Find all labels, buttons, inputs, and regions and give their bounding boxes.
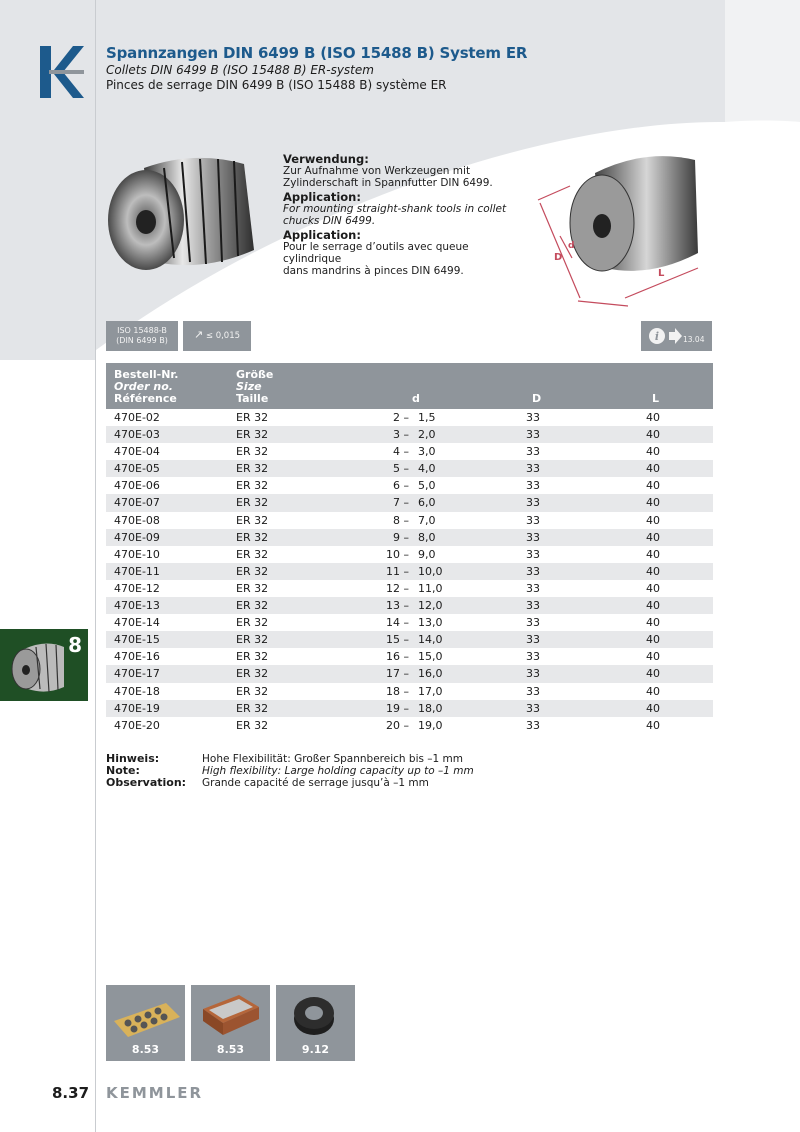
table-row: 470E-20 ER 32 20 – 19,0 33 40	[114, 718, 660, 732]
col1-en: Order no.	[114, 380, 173, 393]
order-no-cell: 470E-14	[114, 616, 160, 630]
length-cell: 40	[646, 513, 660, 527]
order-no-cell: 470E-11	[114, 564, 160, 578]
d-from-cell: 2 –	[393, 411, 409, 424]
col-header-d: d	[412, 392, 420, 405]
col-header-size	[236, 369, 273, 405]
note-text-en: High flexibility: Large holding capacity up to –1 mm	[202, 765, 474, 777]
length-cell: 40	[646, 479, 660, 493]
length-cell: 40	[646, 462, 660, 476]
table-row: 470E-18 ER 32 18 – 17,0 33 40	[114, 684, 660, 698]
order-no-cell: 470E-08	[114, 513, 160, 527]
page-subtitle-en: Collets DIN 6499 B (ISO 15488 B) ER-system	[106, 63, 374, 77]
length-cell: 40	[646, 667, 660, 681]
size-cell: ER 32	[236, 428, 269, 442]
order-no-cell: 470E-20	[114, 718, 160, 732]
length-cell: 40	[646, 701, 660, 715]
related-collet-set-tray[interactable]	[106, 985, 185, 1061]
d-from-cell: 12 –	[386, 581, 409, 595]
order-no-cell: 470E-04	[114, 445, 160, 459]
d-from-cell: 16 –	[386, 650, 409, 664]
brand-name: KEMMLER	[106, 1084, 204, 1102]
size-cell: ER 32	[236, 564, 269, 578]
table-row: 470E-06 ER 32 6 – 5,0 33 40	[114, 479, 660, 493]
d-from-cell: 10 –	[386, 547, 409, 561]
usage-text-en-2: chucks DIN 6499.	[283, 215, 376, 227]
usage-text-fr-2: dans mandrins à pinces DIN 6499.	[283, 265, 464, 277]
d-from-cell: 15 –	[386, 633, 409, 647]
outer-d-cell: 33	[526, 411, 540, 424]
length-cell: 40	[646, 616, 660, 630]
length-cell: 40	[646, 650, 660, 664]
order-no-cell: 470E-13	[114, 599, 160, 613]
usage-description	[283, 151, 523, 277]
outer-d-cell: 33	[526, 581, 540, 595]
collet-box-icon	[191, 985, 270, 1045]
d-from-cell: 7 –	[393, 496, 409, 510]
table-row: 470E-07 ER 32 7 – 6,0 33 40	[106, 494, 713, 511]
size-cell: ER 32	[236, 411, 269, 424]
length-cell: 40	[646, 633, 660, 647]
margin-line	[95, 0, 96, 1132]
table-row: 470E-03 ER 32 3 – 2,0 33 40	[106, 426, 713, 443]
order-no-cell: 470E-09	[114, 530, 160, 544]
tolerance-value: ≤ 0,015	[205, 331, 241, 341]
note-label-en: Note:	[106, 764, 140, 777]
table-row: 470E-11 ER 32 11 – 10,0 33 40	[106, 563, 713, 580]
dim-label-d: d	[568, 241, 575, 251]
size-cell: ER 32	[236, 581, 269, 595]
d-from-cell: 5 –	[393, 462, 409, 476]
size-cell: ER 32	[236, 530, 269, 544]
size-cell: ER 32	[236, 479, 269, 493]
order-no-cell: 470E-18	[114, 684, 160, 698]
table-row: 470E-19 ER 32 19 – 18,0 33 40	[106, 700, 713, 717]
outer-d-cell: 33	[526, 564, 540, 578]
iso-badge-line-2: (DIN 6499 B)	[116, 336, 168, 345]
order-no-cell: 470E-05	[114, 462, 160, 476]
length-cell: 40	[646, 599, 660, 613]
order-no-cell: 470E-06	[114, 479, 160, 493]
outer-d-cell: 33	[526, 496, 540, 510]
d-from-cell: 8 –	[393, 513, 409, 527]
chapter-number: 8	[68, 633, 82, 657]
note-label-de: Hinweis:	[106, 752, 160, 765]
d-from-cell: 3 –	[393, 428, 409, 442]
size-cell: ER 32	[236, 633, 269, 647]
order-no-cell: 470E-07	[114, 496, 160, 510]
related-clamping-nut[interactable]	[276, 985, 355, 1061]
left-margin	[0, 0, 95, 1132]
outer-d-cell: 33	[526, 684, 540, 698]
svg-text:i: i	[654, 330, 660, 343]
length-cell: 40	[646, 581, 660, 595]
size-cell: ER 32	[236, 684, 269, 698]
info-reference-badge[interactable]	[641, 321, 712, 351]
outer-d-cell: 33	[526, 599, 540, 613]
col2-de: Größe	[236, 368, 274, 381]
d-from-cell: 20 –	[386, 718, 409, 732]
d-from-cell: 9 –	[393, 530, 409, 544]
related-collet-box[interactable]	[191, 985, 270, 1061]
order-no-cell: 470E-02	[114, 411, 160, 424]
usage-heading-de: Verwendung:	[283, 152, 369, 166]
size-cell: ER 32	[236, 701, 269, 715]
d-from-cell: 11 –	[386, 564, 409, 578]
d-from-cell: 4 –	[393, 445, 409, 459]
table-row: 470E-14 ER 32 14 – 13,0 33 40	[114, 616, 660, 630]
dim-label-D: D	[554, 252, 563, 263]
table-row: 470E-08 ER 32 8 – 7,0 33 40	[114, 513, 660, 527]
page-subtitle-fr: Pinces de serrage DIN 6499 B (ISO 15488 B) système ER	[106, 78, 447, 92]
collet-photo	[104, 150, 264, 280]
table-row: 470E-16 ER 32 16 – 15,0 33 40	[114, 650, 660, 664]
clamping-nut-icon	[276, 985, 355, 1045]
note-text-de: Hohe Flexibilität: Großer Spannbereich bis –1 mm	[202, 753, 464, 765]
page-number: 8.37	[52, 1084, 90, 1102]
order-no-cell: 470E-16	[114, 650, 160, 664]
col1-de: Bestell-Nr.	[114, 368, 179, 381]
size-cell: ER 32	[236, 616, 269, 630]
size-cell: ER 32	[236, 718, 269, 732]
table-header	[106, 363, 713, 409]
iso-badge-line-1: ISO 15488-B	[117, 326, 167, 335]
length-cell: 40	[646, 530, 660, 544]
usage-heading-en: Application:	[283, 190, 361, 204]
length-cell: 40	[646, 496, 660, 510]
outer-d-cell: 33	[526, 547, 540, 561]
length-cell: 40	[646, 547, 660, 561]
outer-d-cell: 33	[526, 479, 540, 493]
d-from-cell: 18 –	[386, 684, 409, 698]
d-from-cell: 14 –	[386, 616, 409, 630]
table-row: 470E-10 ER 32 10 – 9,0 33 40	[114, 547, 660, 561]
size-cell: ER 32	[236, 599, 269, 613]
d-from-cell: 6 –	[393, 479, 409, 493]
table-row: 470E-13 ER 32 13 – 12,0 33 40	[106, 597, 713, 614]
note-text-fr: Grande capacité de serrage jusqu’à –1 mm	[202, 777, 429, 789]
size-cell: ER 32	[236, 445, 269, 459]
outer-d-cell: 33	[526, 616, 540, 630]
info-page-ref: 13.04	[683, 335, 705, 344]
title-block	[106, 44, 527, 92]
outer-d-cell: 33	[526, 633, 540, 647]
d-from-cell: 13 –	[386, 599, 409, 613]
col1-fr: Référence	[114, 392, 177, 405]
d-from-cell: 17 –	[386, 667, 409, 681]
collet-thumbnail-icon	[6, 637, 70, 697]
table-row: 470E-09 ER 32 9 – 8,0 33 40	[106, 529, 713, 546]
outer-d-cell: 33	[526, 428, 540, 442]
iso-standard-badge	[106, 321, 178, 351]
outer-d-cell: 33	[526, 650, 540, 664]
collet-set-tray-icon	[106, 985, 185, 1045]
size-cell: ER 32	[236, 496, 269, 510]
col-header-order-no	[114, 369, 178, 405]
table-row: 470E-05 ER 32 5 – 4,0 33 40	[106, 460, 713, 477]
order-no-cell: 470E-12	[114, 581, 160, 595]
related-page-2: 8.53	[216, 1043, 245, 1056]
size-cell: ER 32	[236, 667, 269, 681]
table-body	[106, 409, 713, 734]
size-cell: ER 32	[236, 513, 269, 527]
order-no-cell: 470E-19	[114, 701, 160, 715]
outer-d-cell: 33	[526, 701, 540, 715]
chapter-tab[interactable]	[0, 629, 88, 701]
related-page-1: 8.53	[131, 1043, 160, 1056]
dim-label-L: L	[658, 268, 665, 279]
usage-text-de-2: Zylinderschaft in Spannfutter DIN 6499.	[283, 177, 493, 189]
table-row: 470E-12 ER 32 12 – 11,0 33 40	[114, 581, 660, 595]
d-from-cell: 19 –	[386, 701, 409, 715]
order-no-cell: 470E-10	[114, 547, 160, 561]
length-cell: 40	[646, 564, 660, 578]
collet-table	[106, 363, 713, 734]
table-row: 470E-15 ER 32 15 – 14,0 33 40	[106, 631, 713, 648]
kemmler-logo	[40, 46, 84, 98]
col2-fr: Taille	[236, 392, 269, 405]
outer-d-cell: 33	[526, 718, 540, 732]
col-header-L: L	[652, 392, 660, 405]
size-cell: ER 32	[236, 650, 269, 664]
table-row: 470E-17 ER 32 17 – 16,0 33 40	[106, 665, 713, 682]
outer-d-cell: 33	[526, 445, 540, 459]
outer-d-cell: 33	[526, 530, 540, 544]
length-cell: 40	[646, 445, 660, 459]
col2-en: Size	[236, 380, 262, 393]
runout-tolerance-badge	[183, 321, 251, 351]
size-cell: ER 32	[236, 547, 269, 561]
size-cell: ER 32	[236, 462, 269, 476]
length-cell: 40	[646, 428, 660, 442]
related-page-3: 9.12	[301, 1043, 330, 1056]
outer-d-cell: 33	[526, 462, 540, 476]
col-header-D: D	[532, 392, 542, 405]
usage-text-en-1: For mounting straight-shank tools in collet	[283, 203, 507, 215]
length-cell: 40	[646, 718, 660, 732]
order-no-cell: 470E-03	[114, 428, 160, 442]
page-title: Spannzangen DIN 6499 B (ISO 15488 B) System ER	[106, 44, 528, 62]
length-cell: 40	[646, 411, 660, 424]
runout-arrow-icon: ↗	[193, 328, 204, 341]
usage-text-de-1: Zur Aufnahme von Werkzeugen mit	[283, 165, 471, 177]
table-row: 470E-02 ER 32 2 – 1,5 33 40	[114, 411, 660, 424]
order-no-cell: 470E-15	[114, 633, 160, 647]
usage-text-fr-1: Pour le serrage d’outils avec queue cylindrique	[283, 241, 469, 265]
table-row: 470E-04 ER 32 4 – 3,0 33 40	[114, 445, 660, 459]
length-cell: 40	[646, 684, 660, 698]
order-no-cell: 470E-17	[114, 667, 160, 681]
note-label-fr: Observation:	[106, 776, 187, 789]
outer-d-cell: 33	[526, 513, 540, 527]
collet-dimension-drawing	[530, 148, 715, 308]
usage-heading-fr: Application:	[283, 228, 361, 242]
outer-d-cell: 33	[526, 667, 540, 681]
